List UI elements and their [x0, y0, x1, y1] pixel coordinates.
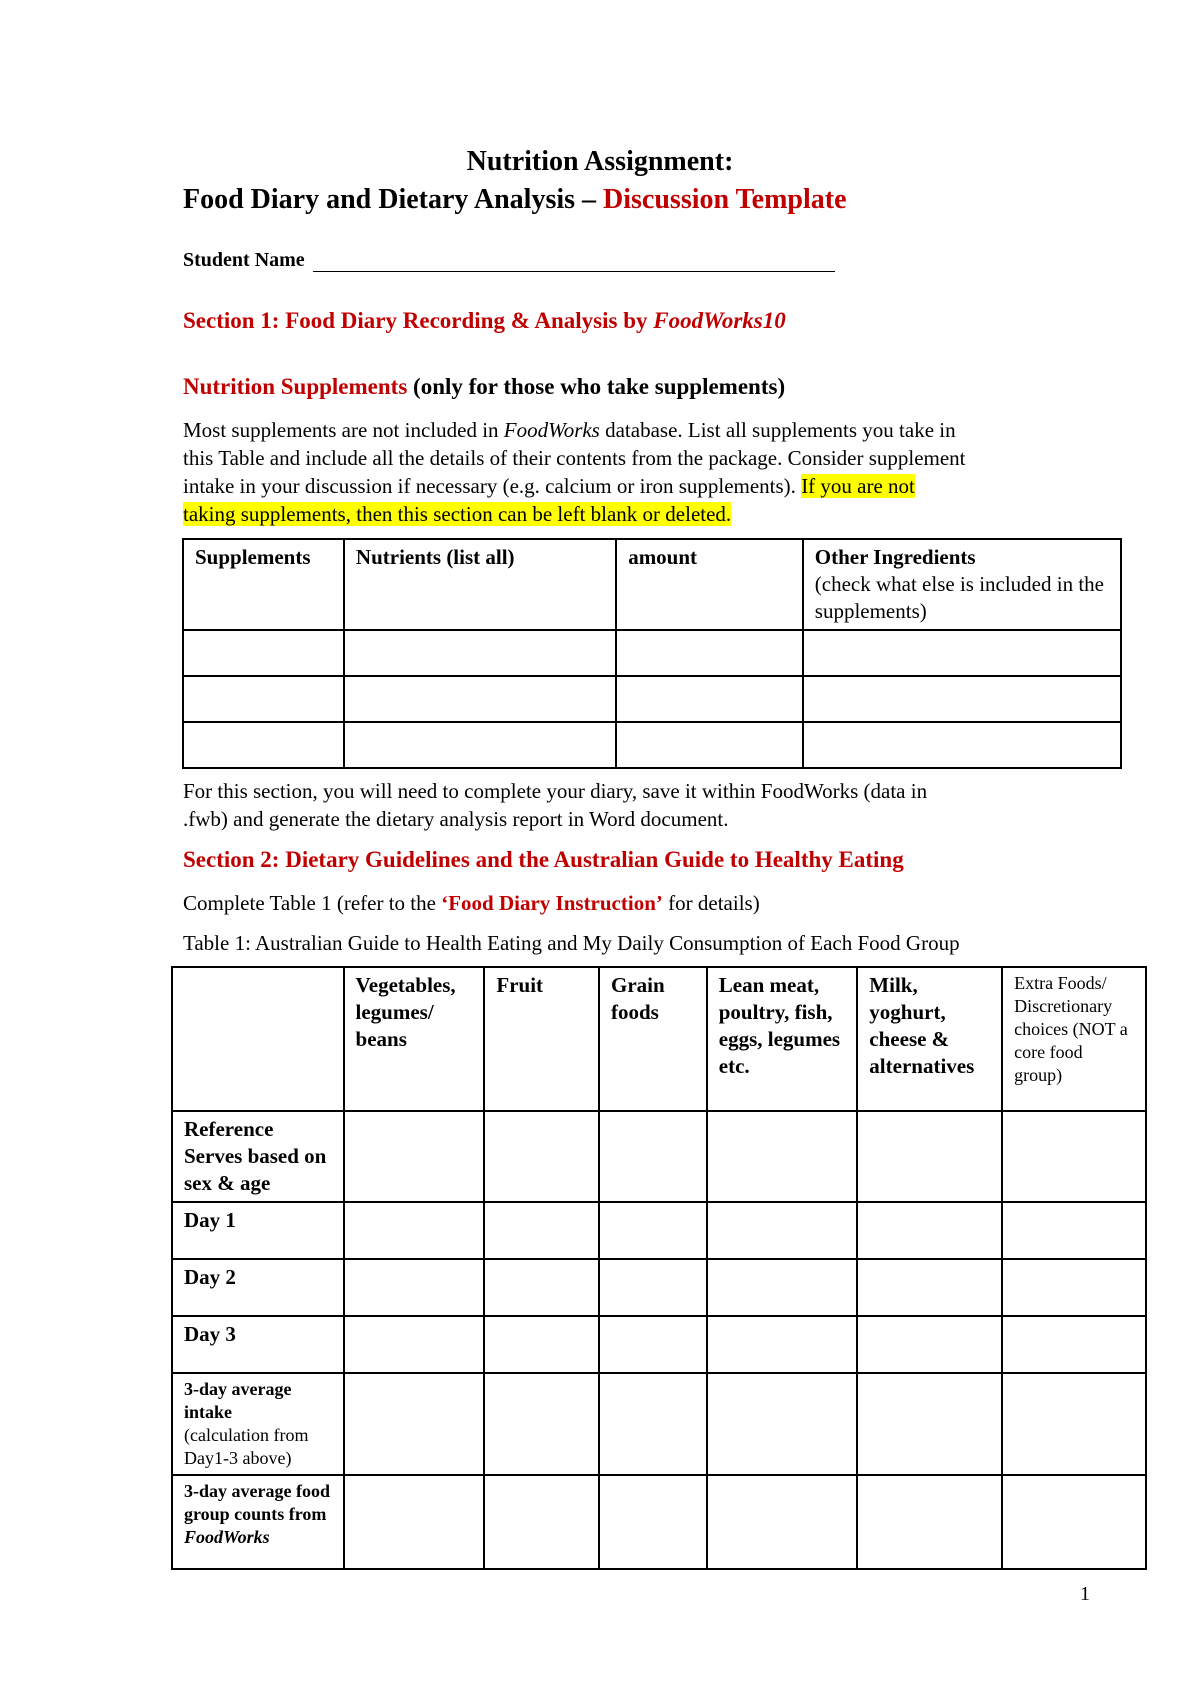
food-group-table — [171, 966, 1147, 1570]
table-cell[interactable] — [616, 630, 803, 676]
para-highlight: If you are not — [801, 474, 915, 498]
table-cell[interactable] — [484, 1373, 599, 1475]
table-header-row — [172, 967, 1146, 1111]
header-amount: amount — [616, 539, 803, 630]
table-cell[interactable] — [857, 1316, 1002, 1373]
table-cell[interactable] — [1002, 1259, 1146, 1316]
table-cell[interactable] — [803, 630, 1121, 676]
supplements-para-line-3 — [183, 472, 1123, 500]
table-cell[interactable] — [599, 1259, 707, 1316]
table-cell[interactable] — [344, 1475, 485, 1569]
table-cell[interactable] — [599, 1475, 707, 1569]
table-cell[interactable] — [484, 1202, 599, 1259]
header-milk: Milk, yoghurt, cheese & alternatives — [857, 967, 1002, 1111]
header-other-ingredients-note: (check what else is included in the supplements) — [814, 572, 1104, 623]
supplements-heading-note: (only for those who take supplements) — [407, 374, 786, 399]
student-name-field — [183, 249, 835, 272]
table-cell[interactable] — [707, 1373, 858, 1475]
para-text: intake in your discussion if necessary (e.g. calcium or iron supplements). — [183, 474, 802, 498]
table-cell[interactable] — [344, 1202, 485, 1259]
table-cell[interactable] — [803, 722, 1121, 768]
row-label-bold: 3-day average food group counts from — [184, 1481, 330, 1524]
section-2-instruction — [183, 889, 760, 917]
instruction-text: Complete Table 1 (refer to the — [183, 891, 442, 915]
table-cell[interactable] — [707, 1316, 858, 1373]
table-row — [172, 1111, 1146, 1202]
table-cell[interactable] — [707, 1202, 858, 1259]
table-header-row — [183, 539, 1121, 630]
supplements-heading — [183, 374, 785, 400]
section-1-heading-italic: FoodWorks10 — [653, 308, 786, 333]
table-cell[interactable] — [344, 722, 616, 768]
table-cell[interactable] — [344, 676, 616, 722]
row-label-note: (calculation from Day1-3 above) — [184, 1425, 309, 1468]
student-name-label: Student Name — [183, 249, 305, 271]
table-cell[interactable] — [344, 1316, 485, 1373]
table-cell[interactable] — [183, 630, 344, 676]
table-cell[interactable] — [707, 1259, 858, 1316]
table-cell[interactable] — [707, 1111, 858, 1202]
row-label-italic: FoodWorks — [184, 1527, 270, 1547]
header-empty — [172, 967, 344, 1111]
page-number: 1 — [1080, 1583, 1090, 1605]
row-label-day-1: Day 1 — [172, 1202, 344, 1259]
table-row — [183, 676, 1121, 722]
instructions-line-1: For this section, you will need to complete your diary, save it within FoodWorks (data in — [183, 779, 928, 803]
header-vegetables: Vegetables, legumes/ beans — [344, 967, 485, 1111]
table-cell[interactable] — [857, 1475, 1002, 1569]
instruction-reference: ‘Food Diary Instruction’ — [441, 891, 663, 915]
table-cell[interactable] — [344, 1111, 485, 1202]
row-label-foodworks-counts — [172, 1475, 344, 1569]
table-cell[interactable] — [803, 676, 1121, 722]
table-cell[interactable] — [616, 722, 803, 768]
table-cell[interactable] — [857, 1259, 1002, 1316]
supplements-para-line-1 — [183, 416, 1123, 444]
table-cell[interactable] — [1002, 1316, 1146, 1373]
row-label-day-3: Day 3 — [172, 1316, 344, 1373]
supplements-paragraph — [183, 416, 1123, 528]
supplements-para-line-2: this Table and include all the details of their contents from the package. Consider supplement — [183, 446, 966, 470]
table-row — [172, 1373, 1146, 1475]
para-text: database. List all supplements you take in — [599, 418, 956, 442]
table-cell[interactable] — [599, 1316, 707, 1373]
title-line-2 — [183, 184, 847, 216]
section-2-heading: Section 2: Dietary Guidelines and the Australian Guide to Healthy Eating — [183, 847, 904, 872]
table-cell[interactable] — [616, 676, 803, 722]
table-cell[interactable] — [599, 1111, 707, 1202]
table-cell[interactable] — [484, 1316, 599, 1373]
title-line-2-main: Food Diary and Dietary Analysis – — [183, 184, 604, 215]
table-row — [183, 722, 1121, 768]
header-grain-foods: Grain foods — [599, 967, 707, 1111]
table-row — [172, 1259, 1146, 1316]
table-cell[interactable] — [1002, 1373, 1146, 1475]
instructions-line-2: .fwb) and generate the dietary analysis report in Word document. — [183, 807, 729, 831]
para-highlight: taking supplements, then this section can be left blank or deleted. — [183, 502, 732, 526]
table-cell[interactable] — [484, 1111, 599, 1202]
table-cell[interactable] — [344, 1259, 485, 1316]
table-cell[interactable] — [344, 1373, 485, 1475]
table-cell[interactable] — [599, 1373, 707, 1475]
table-row — [172, 1202, 1146, 1259]
header-lean-meat: Lean meat, poultry, fish, eggs, legumes etc. — [707, 967, 858, 1111]
table-cell[interactable] — [857, 1111, 1002, 1202]
section-1-instructions — [183, 777, 1123, 833]
table-cell[interactable] — [484, 1475, 599, 1569]
row-label-reference: Reference Serves based on sex & age — [172, 1111, 344, 1202]
student-name-blank[interactable] — [313, 253, 835, 272]
table-row — [183, 630, 1121, 676]
table-cell[interactable] — [599, 1202, 707, 1259]
header-other-ingredients — [803, 539, 1121, 630]
supplements-heading-red: Nutrition Supplements — [183, 374, 408, 399]
header-other-ingredients-title: Other Ingredients — [814, 545, 976, 569]
table-cell[interactable] — [1002, 1475, 1146, 1569]
table-cell[interactable] — [1002, 1111, 1146, 1202]
header-extra-foods: Extra Foods/ Discretionary choices (NOT a core food group) — [1002, 967, 1146, 1111]
table-cell[interactable] — [707, 1475, 858, 1569]
section-1-heading-text: Section 1: Food Diary Recording & Analysis by — [183, 308, 654, 333]
para-italic: FoodWorks — [503, 418, 600, 442]
row-label-bold: 3-day average intake — [184, 1379, 292, 1422]
row-label-3-day-average — [172, 1373, 344, 1475]
supplements-table — [182, 538, 1122, 769]
table-cell[interactable] — [857, 1202, 1002, 1259]
table-cell[interactable] — [1002, 1202, 1146, 1259]
title-line-2-highlight: Discussion Template — [603, 184, 847, 215]
para-text: Most supplements are not included in — [183, 418, 504, 442]
table-cell[interactable] — [857, 1373, 1002, 1475]
row-label-day-2: Day 2 — [172, 1259, 344, 1316]
table-1-caption: Table 1: Australian Guide to Health Eating and My Daily Consumption of Each Food Group — [183, 931, 960, 955]
table-row — [172, 1475, 1146, 1569]
table-cell[interactable] — [344, 630, 616, 676]
table-cell[interactable] — [484, 1259, 599, 1316]
header-fruit: Fruit — [484, 967, 599, 1111]
table-row — [172, 1316, 1146, 1373]
header-nutrients: Nutrients (list all) — [344, 539, 616, 630]
instruction-text: for details) — [662, 891, 760, 915]
table-cell[interactable] — [183, 676, 344, 722]
table-cell[interactable] — [183, 722, 344, 768]
header-supplements: Supplements — [183, 539, 344, 630]
supplements-para-line-4 — [183, 500, 1123, 528]
title-line-1: Nutrition Assignment: — [466, 146, 734, 177]
section-1-heading — [183, 308, 786, 334]
